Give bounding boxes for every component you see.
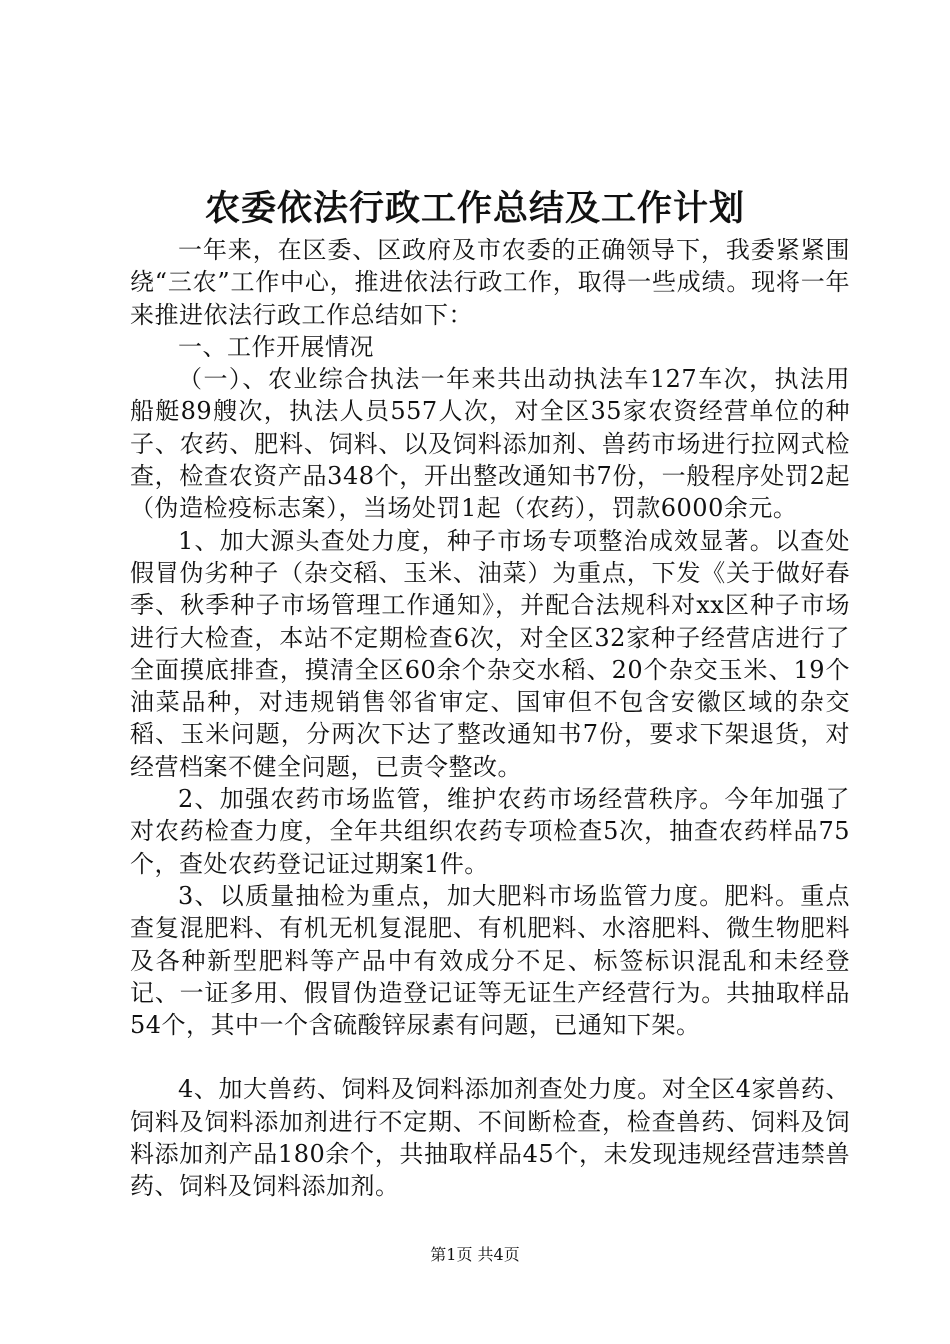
page-title: 农委依法行政工作总结及工作计划 <box>204 188 745 229</box>
page-number: 第1页 共4页 <box>430 1245 520 1264</box>
paragraph-veterinary-feed: 4、加大兽药、饲料及饲料添加剂查处力度。对全区4家兽药、饲料及饲料添加剂进行不定期、不间断检查，检查兽药、饲料及饲料添加剂产品180余个，共抽取样品45个，未发现违规经营违禁兽药、饲料及饲料添加剂。 <box>130 1075 850 1201</box>
document-body <box>130 234 850 1203</box>
section-heading: 一、工作开展情况 <box>178 332 374 361</box>
paragraph-enforcement: （一）、农业综合执法一年来共出动执法车127车次，执法用船艇89艘次，执法人员557人次，对全区35家农资经营单位的种子、农药、肥料、饲料、以及饲料添加剂、兽药市场进行拉网式检查，检查农资产品348个，开出整改通知书7份，一般程序处罚2起（伪造检疫标志案），当场处罚1起（农药），罚款6000余元。 <box>130 365 850 523</box>
paragraph-intro: 一年来，在区委、区政府及市农委的正确领导下，我委紧紧围绕“三农”工作中心，推进依法行政工作，取得一些成绩。现将一年来推进依法行政工作总结如下： <box>130 236 850 329</box>
paragraph-fertilizer-market: 3、以质量抽检为重点，加大肥料市场监管力度。肥料。重点查复混肥料、有机无机复混肥、有机肥料、水溶肥料、微生物肥料及各种新型肥料等产品中有效成分不足、标签标识混乱和未经登记、一证多用、假冒伪造登记证等无证生产经营行为。共抽取样品54个，其中一个含硫酸锌尿素有问题，已通知下架。 <box>130 881 850 1040</box>
paragraph-pesticide-market: 2、加强农药市场监管，维护农药市场经营秩序。今年加强了对农药检查力度，全年共组织农药专项检查5次，抽查农药样品75个，查处农药登记证过期案1件。 <box>130 785 850 878</box>
paragraph-seed-market: 1、加大源头查处力度，种子市场专项整治成效显著。以查处假冒伪劣种子（杂交稻、玉米、油菜）为重点，下发《关于做好春季、秋季种子市场管理工作通知》，并配合法规科对xx区种子市场进行大检查，本站不定期检查6次，对全区32家种子经营店进行了全面摸底排查，摸清全区60余个杂交水稻、20个杂交玉米、19个油菜品种，对违规销售邻省审定、国审但不包含安徽区域的杂交稻、玉米问题，分两次下达了整改通知书7份，要求下架退货，对经营档案不健全问题，已责令整改。 <box>130 526 850 781</box>
